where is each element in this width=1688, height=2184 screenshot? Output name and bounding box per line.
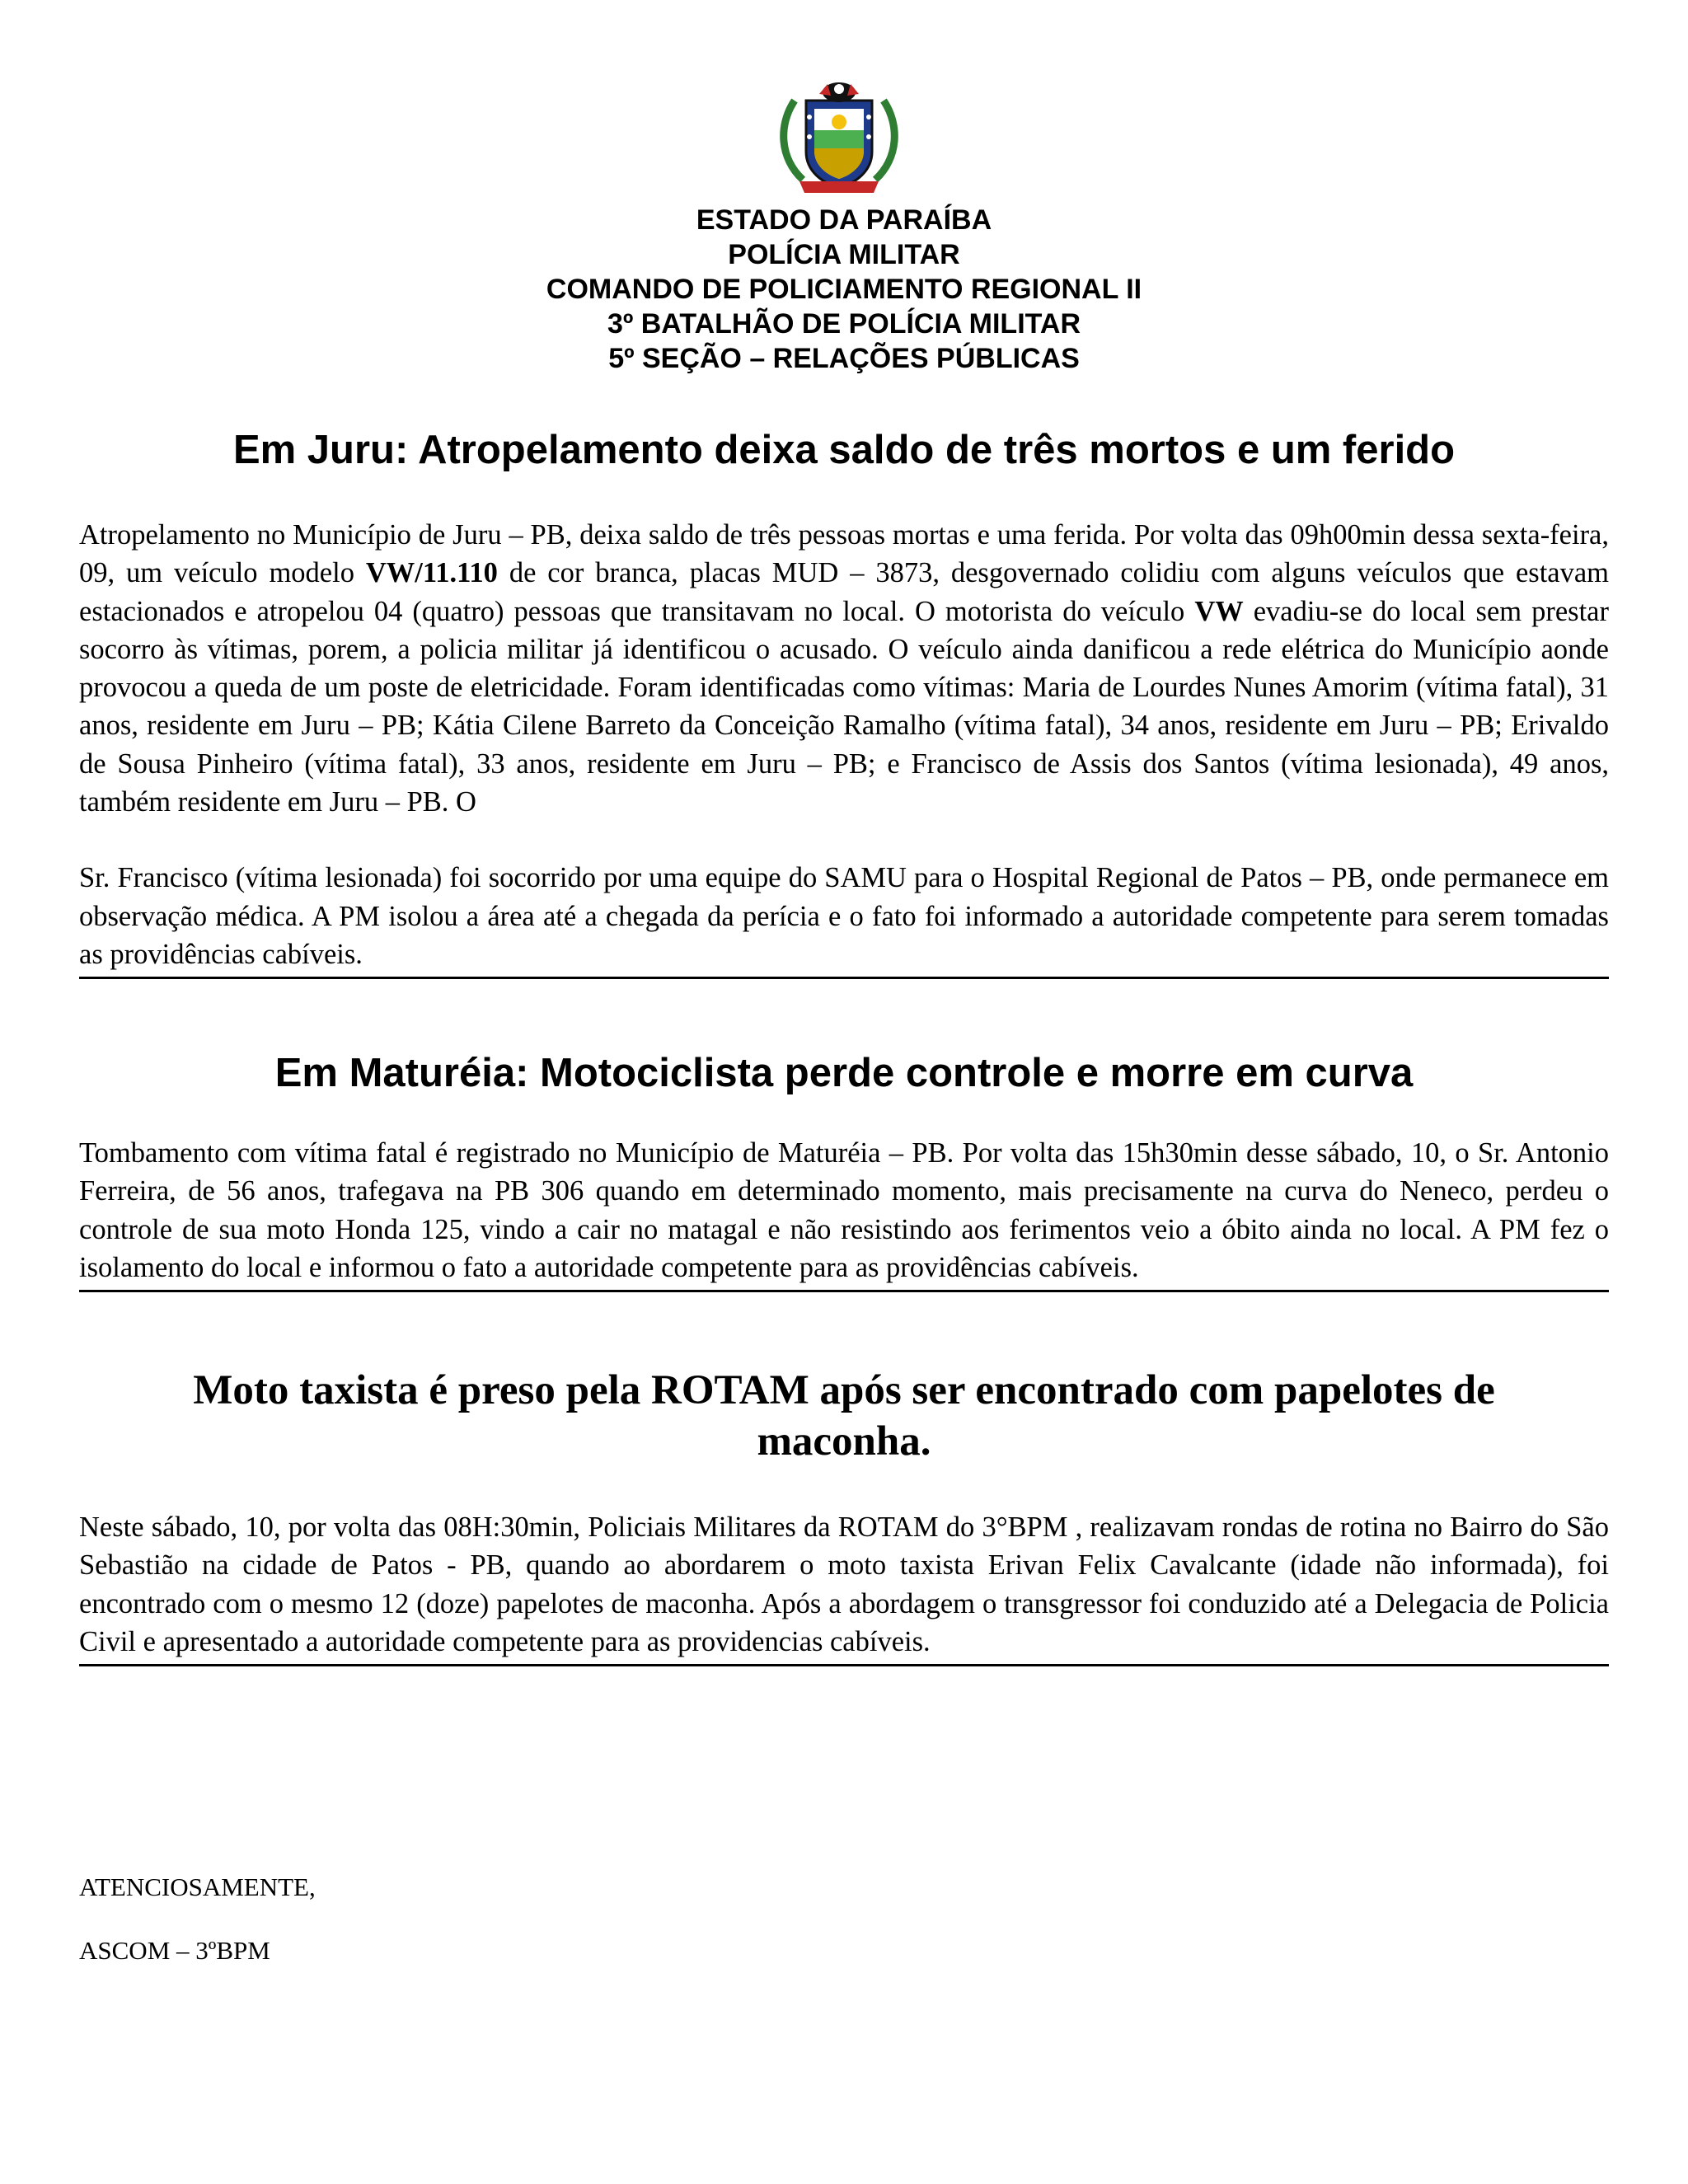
section-divider — [79, 1664, 1609, 1666]
coat-of-arms-icon — [770, 76, 908, 198]
vehicle-brand: VW — [1194, 595, 1244, 627]
vehicle-model: VW/11.110 — [365, 557, 498, 589]
text-run: de cor branca, placas MUD – 3873, desgovernado colidiu com alguns veículos que estavam estacionados e atropelou 04 (quatro) pessoas que transitavam no local. O motorista do veículo — [79, 557, 1609, 627]
section-divider — [79, 1290, 1609, 1292]
article-paragraph: Neste sábado, 10, por volta das 08H:30min, Policiais Militares da ROTAM do 3°BPM , realizavam rondas de rotina no Bairro do São Sebastião na cidade de Patos - PB, quando ao abordarem o moto taxista Erivan Felix Cavalcante (idade não informada), foi encontrado com o mesmo 12 (doze) papelotes de maconha. Após a abordagem o transgressor foi conduzido até a Delegacia de Policia Civil e apresentado a autoridade competente para as providencias cabíveis. — [79, 1511, 1609, 1657]
header-line-police: POLÍCIA MILITAR — [728, 239, 960, 270]
header-line-state: ESTADO DA PARAÍBA — [696, 204, 992, 236]
article-paragraph: Sr. Francisco (vítima lesionada) foi socorrido por uma equipe do SAMU para o Hospital Regional de Patos – PB, onde permanece em observação médica. A PM isolou a área até a chegada da perícia e o fato foi informado a autoridade competente para serem tomadas as providências cabíveis. — [79, 862, 1609, 970]
article-paragraph — [79, 516, 1609, 821]
header-line-battalion: 3º BATALHÃO DE POLÍCIA MILITAR — [607, 308, 1081, 340]
article-rotam — [79, 1365, 1609, 1666]
letterhead — [79, 203, 1609, 376]
article-matureia — [79, 1048, 1609, 1292]
signature: ASCOM – 3ºBPM — [79, 1936, 270, 1965]
section-divider — [79, 977, 1609, 979]
article-title: Em Maturéia: Motociclista perde controle e morre em curva — [274, 1051, 1414, 1095]
header-line-command: COMANDO DE POLICIAMENTO REGIONAL II — [546, 274, 1142, 305]
article-juru — [79, 425, 1609, 979]
article-title: Moto taxista é preso pela ROTAM após ser encontrado com papelotes de maconha. — [193, 1367, 1495, 1465]
article-title: Em Juru: Atropelamento deixa saldo de três mortos e um ferido — [232, 428, 1456, 472]
salutation: ATENCIOSAMENTE, — [79, 1872, 316, 1901]
article-paragraph: Tombamento com vítima fatal é registrado no Município de Maturéia – PB. Por volta das 15h30min desse sábado, 10, o Sr. Antonio Ferreira, de 56 anos, trafegava na PB 306 quando em determinado momento, mais precisamente na curva do Neneco, perdeu o controle de sua moto Honda 125, vindo a cair no matagal e não resistindo aos ferimentos veio a óbito ainda no local. A PM fez o isolamento do local e informou o fato a autoridade competente para as providências cabíveis. — [79, 1137, 1609, 1283]
text-run: evadiu-se do local sem prestar socorro às vítimas, porem, a policia militar já identificou o acusado. O veículo ainda danificou a rede elétrica do Município aonde provocou a queda de um poste de eletricidade. Foram identificadas como vítimas: Maria de Lourdes Nunes Amorim (vítima fatal), 31 anos, residente em Juru – PB; Kátia Cilene Barreto da Conceição Ramalho (vítima fatal), 34 anos, residente em Juru – PB; Erivaldo de Sousa Pinheiro (vítima fatal), 33 anos, residente em Juru – PB; e Francisco de Assis dos Santos (vítima lesionada), 49 anos, também residente em Juru – PB. O — [79, 595, 1609, 818]
header-line-section: 5º SEÇÃO – RELAÇÕES PÚBLICAS — [608, 343, 1080, 374]
text-run: Atropelamento no Município de Juru – PB, deixa saldo de três pessoas mortas e uma ferida. Por volta das 09h00min dessa sexta-feira, 09, um veículo modelo — [79, 519, 1609, 589]
